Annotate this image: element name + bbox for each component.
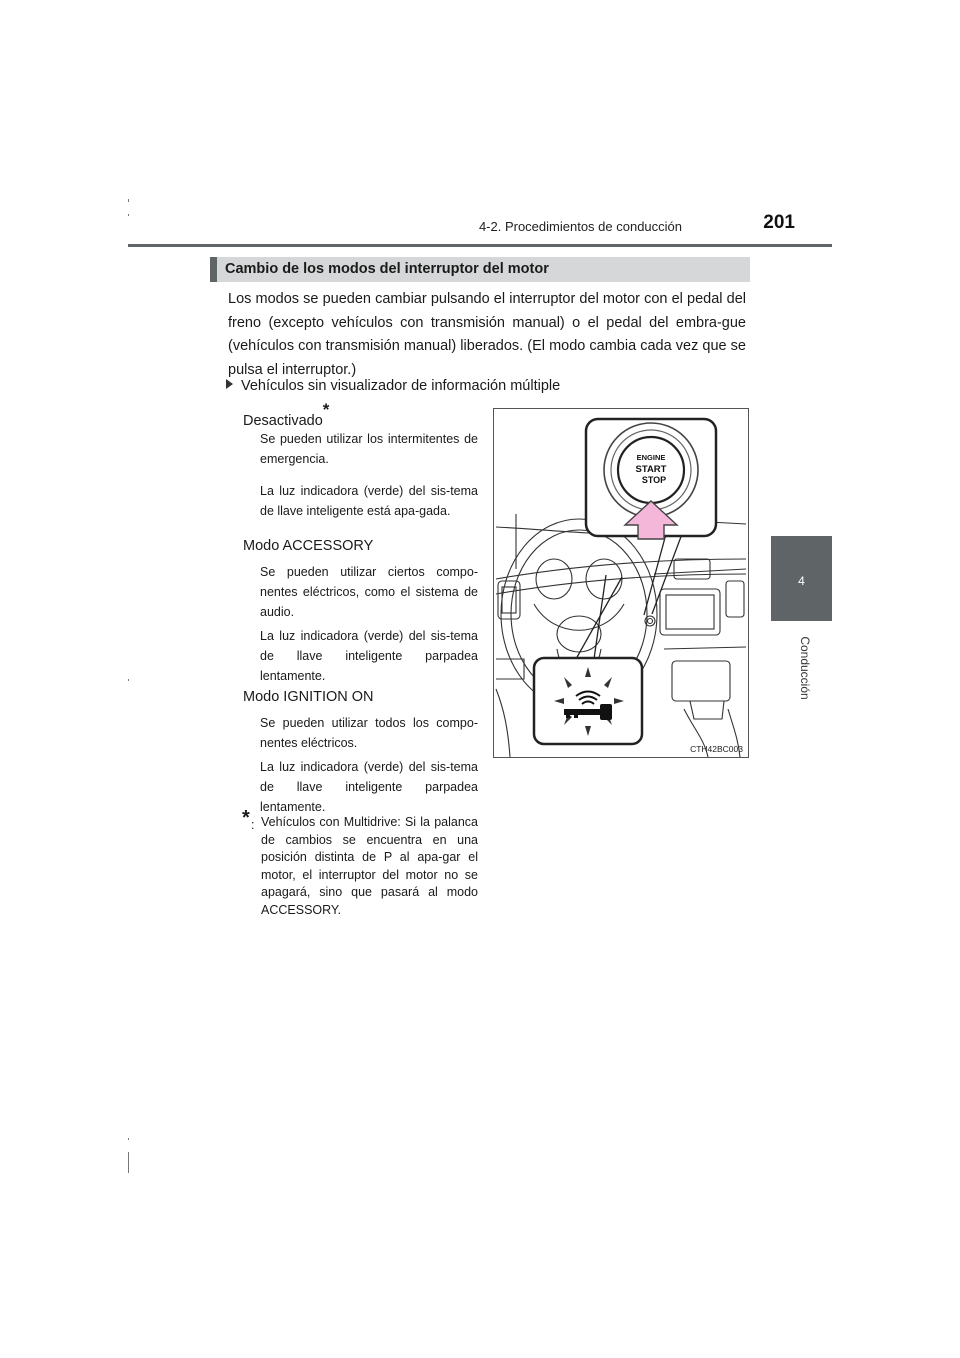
chapter-tab-label: Conducción bbox=[798, 636, 812, 700]
button-text-stop: STOP bbox=[641, 475, 667, 485]
illustration-code: CTH42BC003 bbox=[690, 744, 743, 754]
footnote-colon: : bbox=[251, 818, 255, 832]
mode-title-accessory: Modo ACCESSORY bbox=[243, 538, 374, 554]
crop-mark bbox=[128, 214, 129, 216]
mode-description: La luz indicadora (verde) del sis-tema de llave inteligente parpadea lentamente. bbox=[260, 629, 478, 683]
section-heading-text: Cambio de los modos del interruptor del motor bbox=[225, 261, 549, 277]
section-heading bbox=[210, 257, 750, 282]
mode-description: La luz indicadora (verde) del sis-tema de llave inteligente está apa-gada. bbox=[260, 484, 478, 518]
mode-title-off: Desactivado* bbox=[243, 400, 330, 429]
bullet-heading-text: Vehículos sin visualizador de información múltiple bbox=[241, 378, 561, 394]
chapter-tab-number: 4 bbox=[798, 574, 805, 588]
mode-title-ignition-on: Modo IGNITION ON bbox=[243, 689, 374, 705]
footnote-text: Vehículos con Multidrive: Si la palanca de cambios se encuentra en una posición distinta de P al apa-gar el motor, el interruptor del motor no se apagará, sino que pasará al modo ACCESSORY. bbox=[261, 815, 478, 917]
mode-description: Se pueden utilizar los intermitentes de emergencia. bbox=[260, 432, 478, 466]
engine-switch-illustration bbox=[493, 408, 749, 758]
button-text-start: START bbox=[635, 464, 667, 475]
section-heading-bar bbox=[210, 257, 217, 282]
asterisk-mark: * bbox=[322, 400, 330, 419]
intro-paragraph: Los modos se pueden cambiar pulsando el interruptor del motor con el pedal del freno (excepto vehículos con transmisión manual) o el pedal del embra-gue (vehículos con transmisión manual) liberados. (El modo cambia cada vez que se pulsa el interruptor.) bbox=[228, 291, 746, 378]
header-divider bbox=[128, 244, 832, 247]
bullet-heading bbox=[226, 378, 560, 394]
crop-mark bbox=[128, 679, 129, 681]
crop-mark bbox=[128, 1138, 129, 1140]
crop-mark bbox=[128, 1152, 129, 1173]
dashboard-drawing bbox=[494, 409, 748, 757]
page-number: 201 bbox=[763, 212, 795, 233]
mode-description: La luz indicadora (verde) del sis-tema de llave inteligente parpadea lentamente. bbox=[260, 760, 478, 814]
header-section-label: 4-2. Procedimientos de conducción bbox=[478, 219, 682, 234]
mode-description: Se pueden utilizar todos los compo-nentes eléctricos. bbox=[260, 716, 478, 750]
button-text-engine: ENGINE bbox=[636, 453, 666, 462]
mode-description: Se pueden utilizar ciertos compo-nentes eléctricos, como el sistema de audio. bbox=[260, 565, 478, 619]
footnote-asterisk: * bbox=[242, 807, 250, 829]
footnote bbox=[242, 807, 478, 919]
triangle-bullet-icon bbox=[226, 379, 233, 389]
crop-mark bbox=[128, 199, 129, 202]
